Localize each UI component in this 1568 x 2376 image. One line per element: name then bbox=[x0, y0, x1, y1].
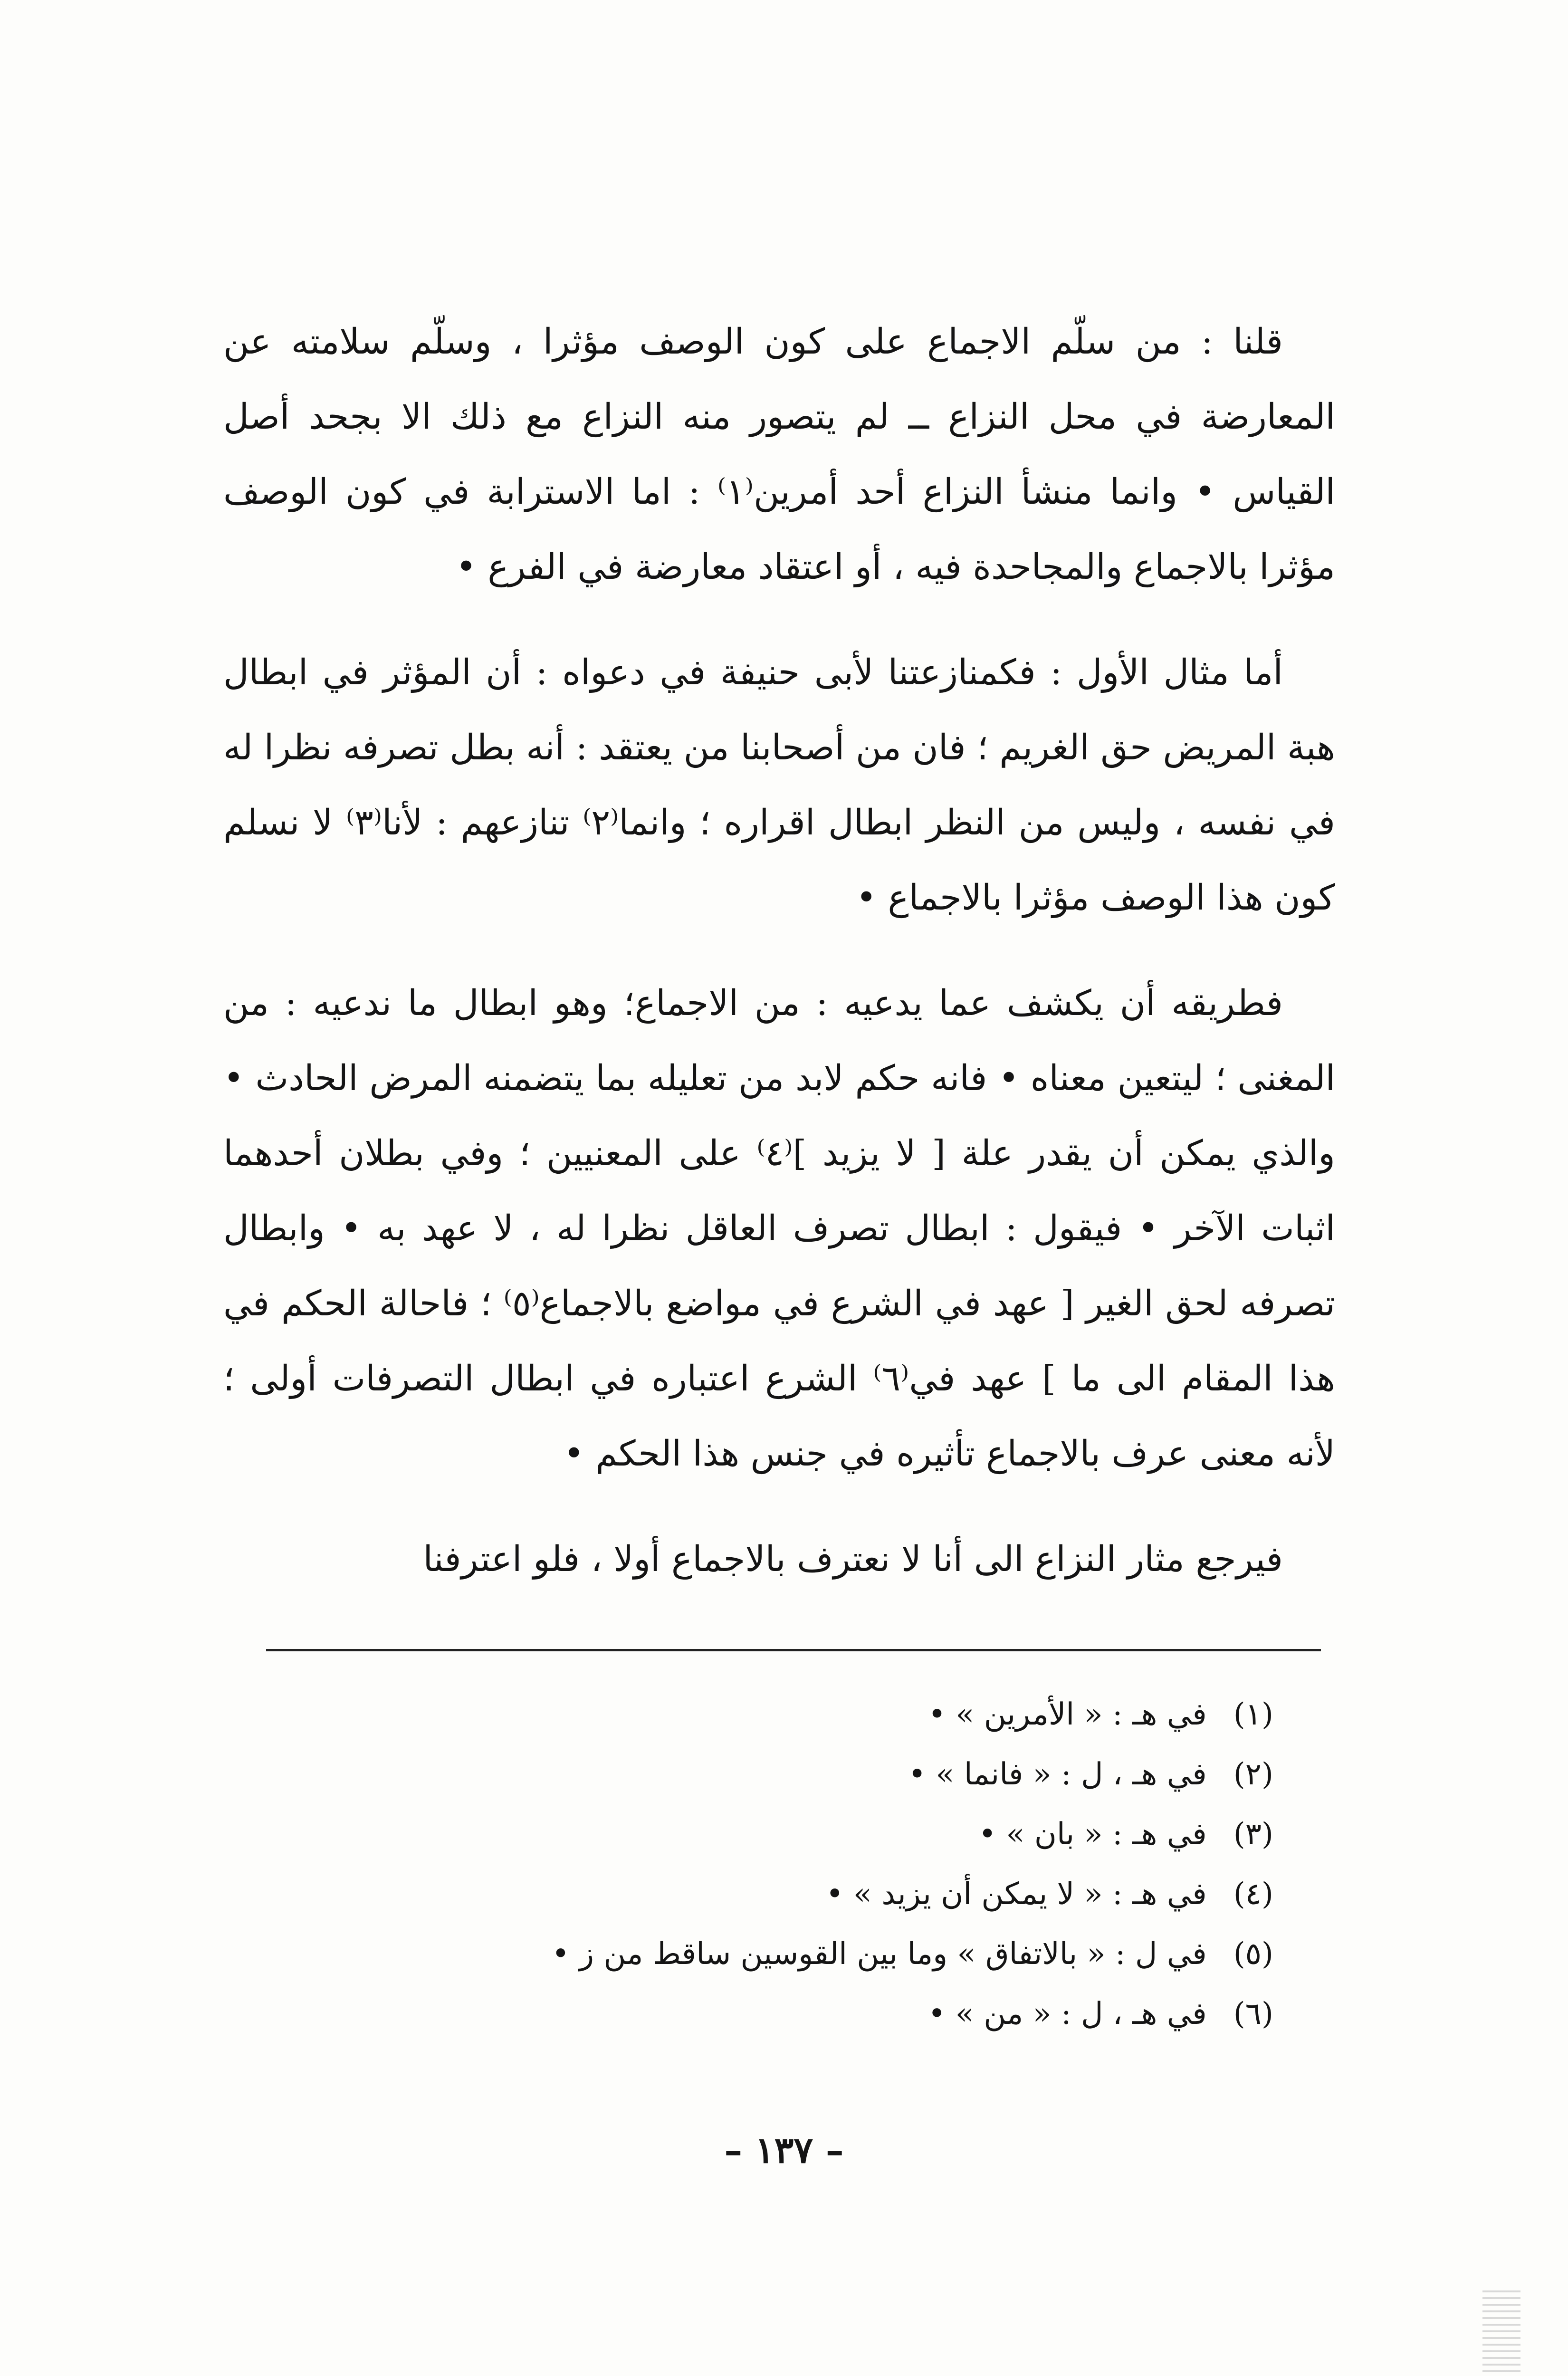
page-number: – ١٣٧ – bbox=[724, 2129, 844, 2171]
paragraph-4: فيرجع مثار النزاع الى أنا لا نعترف بالاجماع أولا ، فلو اعترفنا bbox=[423, 1539, 1283, 1580]
footnote-1 bbox=[333, 1685, 1273, 1744]
footnote-text: في ل : « بالاتفاق » وما بين القوسين ساقط من ز • bbox=[552, 1936, 1207, 1972]
main-text bbox=[223, 304, 1335, 1627]
footnote-number: (٦) bbox=[1233, 1996, 1273, 2031]
footnote-number: (٥) bbox=[1233, 1936, 1273, 1972]
footnotes bbox=[333, 1685, 1273, 2044]
footnote-number: (٢) bbox=[1233, 1757, 1273, 1792]
footnote-4 bbox=[333, 1864, 1273, 1924]
footnote-text: في هـ : « لا يمكن أن يزيد » • bbox=[825, 1877, 1207, 1912]
footnote-text: في هـ : « بان » • bbox=[978, 1817, 1207, 1852]
footnote-number: (١) bbox=[1233, 1697, 1273, 1732]
footnote-2 bbox=[333, 1744, 1273, 1804]
footnote-3 bbox=[333, 1804, 1273, 1864]
footnote-number: (٣) bbox=[1233, 1817, 1273, 1852]
paragraph-3: فطريقه أن يكشف عما يدعيه : من الاجماع؛ وهو ابطال ما ندعيه : من المغنى ؛ ليتعين معناه • فانه حكم لابد من تعليله بما يتضمنه المرض الحادث • والذي يمكن أن يقدر علة [ لا يزيد ]⁽٤⁾ على المعنيين ؛ وفي بطلان أحدهما اثبات الآخر • فيقول : ابطال تصرف العاقل نظرا له ، لا عهد به • وابطال تصرفه لحق الغير [ عهد في الشرع في مواضع بالاجماع⁽٥⁾ ؛ فاحالة الحكم في هذا المقام الى ما ] عهد في⁽٦⁾ الشرع اعتباره في ابطال التصرفات أولى ؛ لأنه معنى عرف بالاجماع تأثيره في جنس هذا الحكم • bbox=[223, 983, 1336, 1474]
footnote-5 bbox=[333, 1924, 1273, 1984]
scan-margin-mark bbox=[1482, 2290, 1520, 2376]
footnote-text: في هـ ، ل : « من » • bbox=[927, 1996, 1207, 2031]
footnote-separator bbox=[266, 1649, 1321, 1651]
paragraph-2: أما مثال الأول : فكمنازعتنا لأبى حنيفة في دعواه : أن المؤثر في ابطال هبة المريض حق الغريم ؛ فان من أصحابنا من يعتقد : أنه بطل تصرفه نظرا له في نفسه ، وليس من النظر ابطال اقراره ؛ وانما⁽٢⁾ تنازعهم : لأنا⁽٣⁾ لا نسلم كون هذا الوصف مؤثرا بالاجماع • bbox=[223, 652, 1335, 918]
footnote-6 bbox=[333, 1984, 1273, 2044]
footnote-text: في هـ ، ل : « فانما » • bbox=[908, 1757, 1207, 1792]
footnote-text: في هـ : « الأمرين » • bbox=[928, 1697, 1207, 1732]
paragraph-1: قلنا : من سلّم الاجماع على كون الوصف مؤثرا ، وسلّم سلامته عن المعارضة في محل النزاع ــ لم يتصور منه النزاع مع ذلك الا بجحد أصل القياس • وانما منشأ النزاع أحد أمرين⁽١⁾ : اما الاسترابة في كون الوصف مؤثرا بالاجماع والمجاحدة فيه ، أو اعتقاد معارضة في الفرع • bbox=[223, 321, 1335, 587]
footnote-number: (٤) bbox=[1233, 1877, 1273, 1912]
